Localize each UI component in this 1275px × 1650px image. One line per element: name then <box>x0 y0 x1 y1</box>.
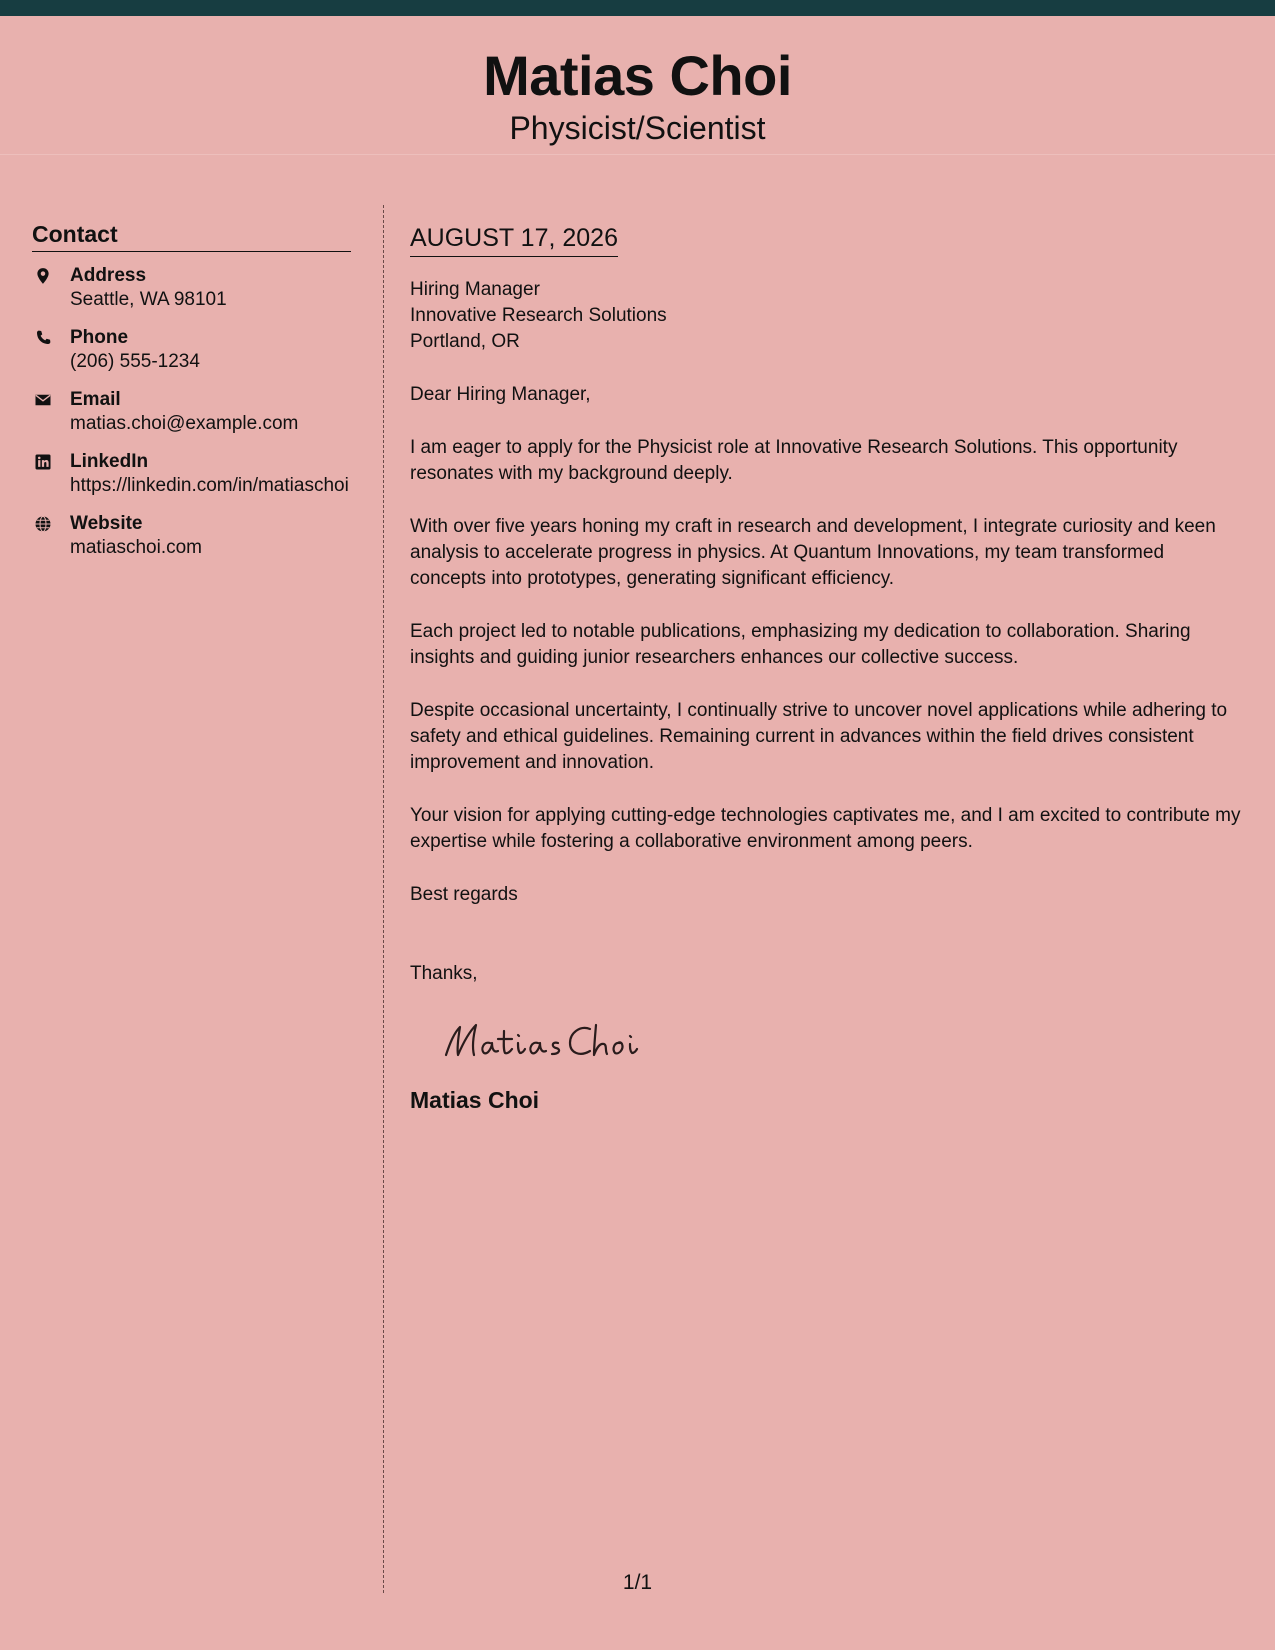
contact-label: Website <box>70 513 143 534</box>
contact-item-address <box>32 264 351 312</box>
letter-paragraph: With over five years honing my craft in research and development, I integrate curiosity and keen analysis to accelerate progress in physics. At Quantum Innovations, my team transformed concepts into prototypes, generating significant efficiency. <box>410 516 1216 589</box>
contact-label: Phone <box>70 327 129 348</box>
closing: Best regards <box>410 884 518 905</box>
letter-date: AUGUST 17, 2026 <box>410 222 618 257</box>
candidate-name: Matias Choi <box>483 44 792 107</box>
letter-paragraph: Your vision for applying cutting-edge technologies captivates me, and I am excited to contribute my expertise while fostering a collaborative environment among peers. <box>410 805 1241 852</box>
phone-icon <box>32 326 70 374</box>
contact-heading: Contact <box>32 220 351 252</box>
recipient-location: Portland, OR <box>410 331 520 352</box>
recipient-block <box>410 277 1245 355</box>
phone-value[interactable]: (206) 555-1234 <box>70 351 200 372</box>
contact-item-website <box>32 512 351 560</box>
salutation: Dear Hiring Manager, <box>410 384 591 405</box>
contact-label: Address <box>70 265 147 286</box>
handwritten-signature <box>440 1017 1245 1065</box>
letter-paragraph: Despite occasional uncertainty, I continually strive to uncover novel applications while adhering to safety and ethical guidelines. Remaining current in advances within the field drives consistent improvement and innovation. <box>410 700 1228 773</box>
page-header <box>0 16 1275 155</box>
website-value[interactable]: matiaschoi.com <box>70 537 202 558</box>
thanks-line: Thanks, <box>410 963 478 984</box>
letter-paragraph: I am eager to apply for the Physicist role at Innovative Research Solutions. This opportunity resonates with my background deeply. <box>410 437 1178 484</box>
linkedin-icon <box>32 450 70 498</box>
contact-label: LinkedIn <box>70 451 149 472</box>
contact-label: Email <box>70 389 121 410</box>
letter-content <box>410 382 1245 908</box>
linkedin-value[interactable]: https://linkedin.com/in/matiaschoi <box>70 475 349 496</box>
letter-paragraph: Each project led to notable publications, emphasizing my dedication to collaboration. Sharing insights and guiding junior researchers enhances our collective success. <box>410 621 1191 668</box>
page-number: 1/1 <box>622 1571 653 1594</box>
candidate-title: Physicist/Scientist <box>509 110 766 146</box>
top-accent-bar <box>0 0 1275 16</box>
recipient-company: Innovative Research Solutions <box>410 305 667 326</box>
contact-item-linkedin <box>32 450 351 498</box>
recipient-role: Hiring Manager <box>410 279 540 300</box>
email-value[interactable]: matias.choi@example.com <box>70 413 299 434</box>
envelope-icon <box>32 388 70 436</box>
map-pin-icon <box>32 264 70 312</box>
letter-body <box>410 222 1245 1115</box>
column-divider <box>383 205 384 1593</box>
globe-icon <box>32 512 70 560</box>
contact-item-email <box>32 388 351 436</box>
contact-item-phone <box>32 326 351 374</box>
contact-list <box>32 264 351 560</box>
address-value: Seattle, WA 98101 <box>70 289 227 310</box>
contact-sidebar <box>32 220 351 574</box>
signed-name: Matias Choi <box>410 1087 540 1113</box>
